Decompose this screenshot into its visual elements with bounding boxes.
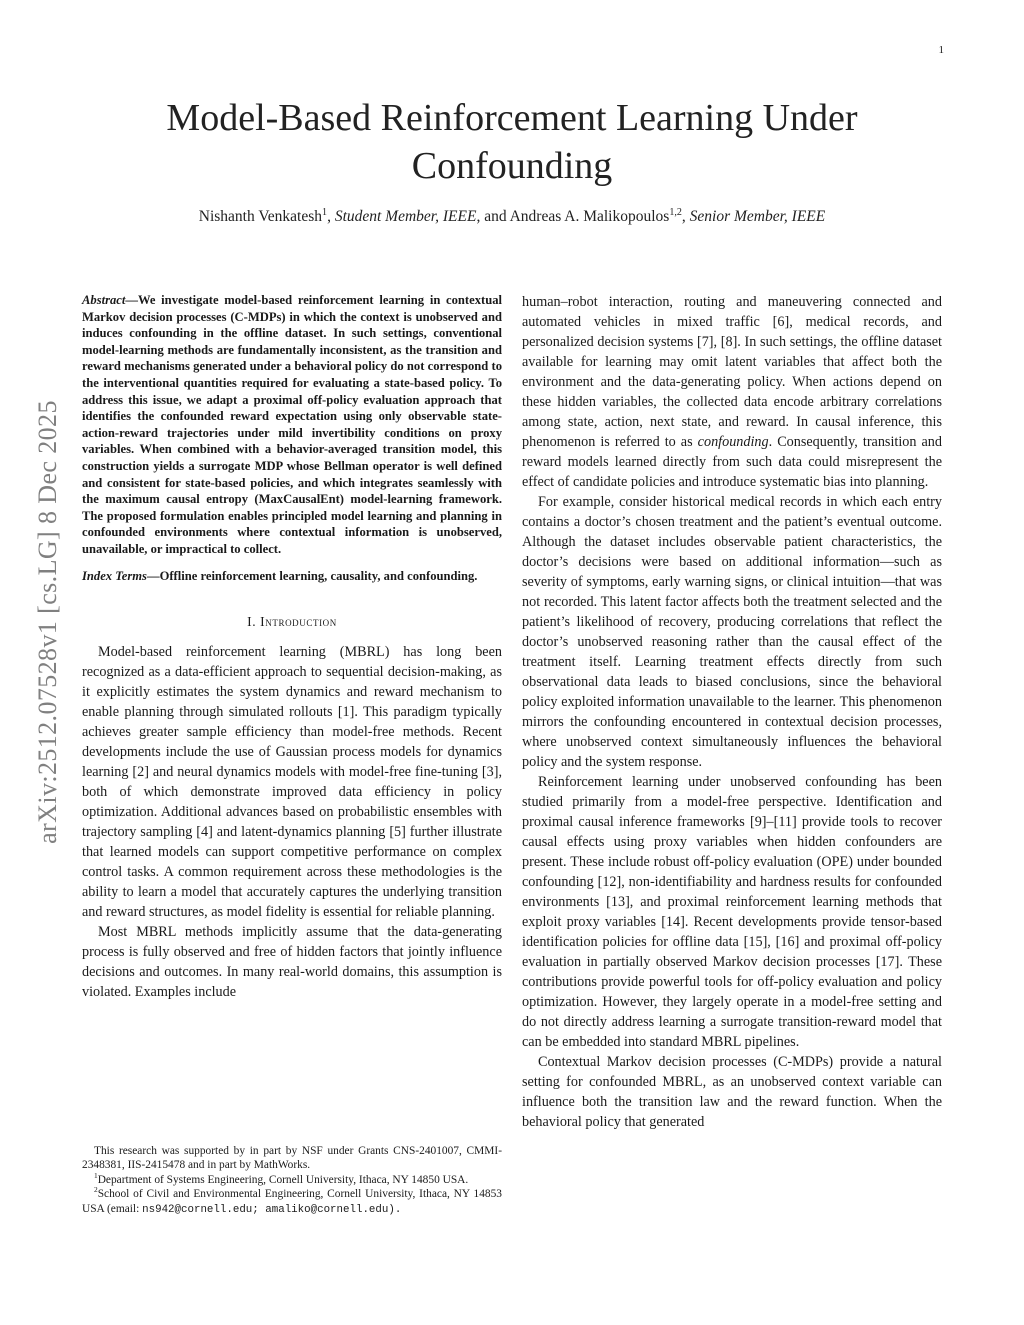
abstract: [82, 292, 502, 558]
arxiv-identifier: arXiv:2512.07528v1 [cs.LG] 8 Dec 2025: [33, 400, 62, 844]
email-2: amaliko@cornell.edu: [265, 1203, 389, 1216]
footnotes: [82, 1144, 502, 1217]
author-line: Nishanth Venkatesh$^1$, Student Member, IEEE, and Andreas A. Malikopoulos$^{1,2}$, Senior Member, IEEE: [198, 206, 826, 225]
left-column: [82, 292, 502, 1002]
affiliation-2-end: ).: [388, 1203, 402, 1216]
page-number: 1: [938, 44, 944, 56]
email-separator: ;: [252, 1203, 266, 1216]
author-2-affiliation-mark: 1,2: [669, 206, 682, 218]
affiliation-footnote-2: [82, 1187, 502, 1217]
emphasis-confounding: confounding: [697, 434, 769, 450]
author-2-name: Andreas A. Malikopoulos: [509, 208, 670, 225]
email-1: ns942@cornell.edu: [142, 1203, 253, 1216]
affiliation-2-mark: 2: [94, 1185, 98, 1195]
intro-paragraph-4: For example, consider historical medical records in which each entry contains a doctor’s chosen treatment and the patient’s eventual outcome. Although the dataset includes observable patient characteristics, the doctor’s decisions were based on additional information—such as severity of symptoms, early warning signs, or clinical intuition—that was not recorded. This latent factor affects both the treatment selected and the patient’s likelihood of recovery, producing correlations that reflect the doctor’s unobserved reasoning rather than the causal effect of the treatment itself. Learning treatment effects directly from such observational data leads to biased conclusions, since the behavioral policy exploited information unavailable to the learner. This phenomenon mirrors the confounding encountered in contextual decision processes, where unobserved context simultaneously influences the behavioral policy and the system response.: [522, 494, 942, 770]
section-title: Introduction: [260, 614, 337, 630]
affiliation-footnote-1: [82, 1173, 502, 1187]
affiliation-2-text: School of Civil and Environmental Engineering, Cornell University, Ithaca, NY 14853 USA (email:: [82, 1188, 502, 1215]
intro-paragraph-3-end: . Consequently, transition and reward models learned directly from such data could misrepresent the effect of candidate policies and introduce systematic bias into planning.: [522, 434, 942, 490]
index-terms-text: —Offline reinforcement learning, causality, and confounding.: [146, 568, 478, 583]
affiliation-1-mark: 1: [94, 1171, 98, 1181]
affiliation-1-text: Department of Systems Engineering, Cornell University, Ithaca, NY 14850 USA.: [97, 1173, 469, 1186]
author-1-name: Nishanth Venkatesh: [198, 208, 323, 225]
funding-footnote: This research was supported by in part by NSF under Grants CNS-2401007, CMMI-2348381, IIS-2415478 and in part by MathWorks.: [82, 1145, 502, 1172]
intro-paragraph-5: Reinforcement learning under unobserved confounding has been studied primarily from a model-free perspective. Identification and proximal causal inference frameworks [9]–[11] provide tools to recover causal effects using proxy variables when hidden confounders are present. These include robust off-policy evaluation (OPE) under bounded confounding [12], non-identifiability and hardness results for confounded environments [13], and proximal reinforcement learning methods that exploit proxy variables [14]. Recent developments provide tensor-based identification policies for offline data [15], [16] and proximal off-policy evaluation in partially observed Markov decision processes [17]. These contributions provide powerful tools for off-policy evaluation and policy optimization. However, they largely operate in a model-free setting and do not directly address learning a surrogate transition-reward model that can be embedded into standard MBRL pipelines.: [522, 774, 942, 1050]
paper-title: Model-Based Reinforcement Learning Under Confounding: [166, 97, 858, 187]
section-heading-introduction: [82, 612, 502, 632]
author-1-role: Student Member, IEEE: [334, 208, 477, 225]
author-1-affiliation-mark: 1: [322, 206, 328, 218]
right-column: [522, 292, 942, 1132]
abstract-text: —We investigate model-based reinforcement learning in contextual Markov decision processes (C-MDPs) in which the context is unobserved and induces confounding in the offline dataset. In such settings, conventional model-learning methods are fundamentally inconsistent, as the transition and reward mechanisms generated under a behavioral policy do not correspond to the interventional quantities required for evaluating a state-based policy. To address this issue, we adapt a proximal off-policy evaluation approach that identifies the confounded reward expectation using only observable state-action-reward trajectories under mild invertibility conditions on proxy variables. When combined with a behavior-averaged transition model, this construction yields a surrogate MDP whose Bellman operator is well defined and consistent for state-based policies, and which integrates seamlessly with the maximum causal entropy (MaxCausalEnt) model-learning framework. The proposed formulation enables principled model learning and planning in confounded environments where contextual information is unobserved, unavailable, or impractical to collect.: [82, 293, 502, 556]
intro-paragraph-1: Model-based reinforcement learning (MBRL) has long been recognized as a data-efficient approach to sequential decision-making, as it explicitly estimates the system dynamics and reward mechanism to enable planning through simulated rollouts [1]. This paradigm typically achieves greater sample efficiency than model-free methods. Recent developments include the use of Gaussian process models for dynamics learning [2] and neural dynamics models with model-free fine-tuning [3], both of which demonstrate improved data efficiency in policy optimization. Additional advances based on probabilistic ensembles with trajectory sampling [4] and latent-dynamics planning [5] further illustrate that learned models can support competitive performance on complex control tasks. A common requirement across these methodologies is the ability to learn a model that accurately captures the underlying transition and reward structures, as model fidelity is essential for reliable planning.: [82, 644, 502, 921]
author-2-role: Senior Member, IEEE: [689, 208, 826, 225]
section-number: I.: [247, 614, 257, 630]
intro-paragraph-2: Most MBRL methods implicitly assume that the data-generating process is fully observed and free of hidden factors that jointly influence decisions and outcomes. In many real-world domains, this assumption is violated. Examples include: [82, 924, 502, 1001]
abstract-label: Abstract: [82, 293, 126, 307]
index-terms-label: Index Terms: [82, 568, 147, 583]
index-terms: [82, 568, 502, 585]
intro-paragraph-3: [522, 292, 942, 492]
intro-paragraph-3-start: human–robot interaction, routing and maneuvering connected and automated vehicles in mixed traffic [6], medical records, and personalized decision systems [7], [8]. In such settings, the offline dataset available for learning may omit latent variables that affect both the environment and the data-generating policy. When actions depend on these hidden variables, the collected data encode arbitrary correlations among state, action, next state, and reward. In causal inference, this phenomenon is referred to as: [522, 294, 942, 450]
author-conjunction: , and: [476, 208, 510, 225]
intro-paragraph-6: Contextual Markov decision processes (C-MDPs) provide a natural setting for confounded MBRL, as an unobserved context variable can influence both the transition law and the reward function. When the behavioral policy that generated: [522, 1054, 942, 1130]
